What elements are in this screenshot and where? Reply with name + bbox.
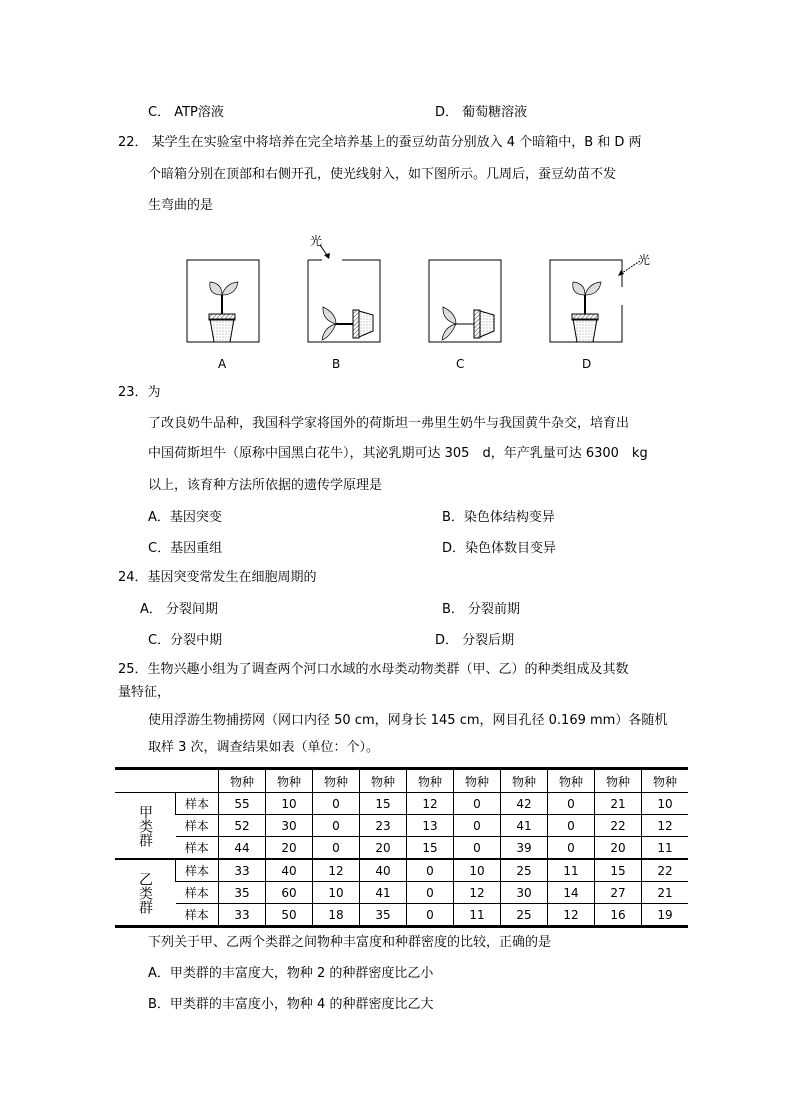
empty-corner (115, 769, 219, 793)
column-header: 物种 (595, 769, 642, 793)
q25-option-b: B．甲类群的丰富度小，物种 4 的种群密度比乙大 (148, 997, 434, 1012)
table-cell: 20 (360, 837, 407, 860)
table-cell: 16 (595, 904, 642, 927)
table-cell: 60 (266, 882, 313, 904)
table-cell: 15 (360, 793, 407, 815)
table-cell: 11 (642, 837, 689, 860)
table-cell: 15 (595, 859, 642, 882)
label-a: A (218, 357, 227, 371)
column-header: 物种 (548, 769, 595, 793)
row-label: 样本 (176, 882, 219, 904)
row-label: 样本 (176, 793, 219, 815)
table-cell: 19 (642, 904, 689, 927)
table-cell: 30 (501, 882, 548, 904)
table-cell: 12 (313, 859, 360, 882)
table-row (115, 815, 688, 837)
table-cell: 0 (454, 815, 501, 837)
column-header: 物种 (407, 769, 454, 793)
table-cell: 15 (407, 837, 454, 860)
table-cell: 10 (313, 882, 360, 904)
q23-stem-line: 以上，该育种方法所依据的遗传学原理是 (148, 478, 383, 493)
q23-option-d: D．染色体数目变异 (442, 541, 557, 556)
table-row (115, 859, 688, 882)
table-cell: 12 (454, 882, 501, 904)
table-cell: 0 (548, 815, 595, 837)
table-header-row (115, 769, 688, 793)
q22-stem-line: 生弯曲的是 (148, 198, 214, 213)
q25-stem-line: 取样 3 次，调查结果如表（单位：个）。 (148, 740, 380, 755)
table-cell: 11 (548, 859, 595, 882)
table-cell: 40 (360, 859, 407, 882)
label-d: D (582, 357, 592, 371)
row-label: 样本 (176, 904, 219, 927)
table-cell: 10 (642, 793, 689, 815)
table-cell: 41 (360, 882, 407, 904)
q22-stem-line: 22． 某学生在实验室中将培养在完全培养基上的蚕豆幼苗分别放入 4 个暗箱中，B 和 D 两 (118, 135, 642, 150)
box-b (308, 233, 380, 342)
table-cell: 33 (219, 859, 266, 882)
q24-stem: 24．基因突变常发生在细胞周期的 (118, 570, 317, 585)
table-cell: 11 (454, 904, 501, 927)
table-cell: 18 (313, 904, 360, 927)
table-cell: 25 (501, 904, 548, 927)
table-cell: 13 (407, 815, 454, 837)
column-header: 物种 (219, 769, 266, 793)
table-cell: 20 (595, 837, 642, 860)
group-label: 甲类群 (115, 793, 176, 860)
column-header: 物种 (501, 769, 548, 793)
q25-stem-line: 使用浮游生物捕捞网（网口内径 50 cm，网身长 145 cm，网目孔径 0.169 mm）各随机 (148, 713, 668, 728)
q23-stem-line: 了改良奶牛品种，我国科学家将国外的荷斯坦一弗里生奶牛与我国黄牛杂交，培育出 (148, 416, 630, 431)
q23-stem-line: 23．为 (118, 385, 161, 400)
table-cell: 35 (360, 904, 407, 927)
table-cell: 21 (595, 793, 642, 815)
table-cell: 22 (595, 815, 642, 837)
column-header: 物种 (642, 769, 689, 793)
row-label: 样本 (176, 837, 219, 860)
table-cell: 10 (266, 793, 313, 815)
row-label: 样本 (176, 815, 219, 837)
table-cell: 41 (501, 815, 548, 837)
q21-option-c: C． ATP溶液 (148, 105, 224, 120)
table-cell: 22 (642, 859, 689, 882)
table-cell: 42 (501, 793, 548, 815)
survey-table (115, 767, 688, 928)
q23-option-b: B．染色体结构变异 (442, 510, 555, 525)
q25-stem-line: 25．生物兴趣小组为了调查两个河口水域的水母类动物类群（甲、乙）的种类组成及其数 (118, 662, 629, 677)
column-header: 物种 (313, 769, 360, 793)
q24-option-a: A． 分裂间期 (140, 602, 219, 617)
group-label: 乙类群 (115, 859, 176, 927)
table-cell: 0 (454, 837, 501, 860)
table-cell: 40 (266, 859, 313, 882)
table-cell: 0 (313, 793, 360, 815)
row-label: 样本 (176, 859, 219, 882)
table-cell: 39 (501, 837, 548, 860)
box-a (187, 260, 259, 342)
table-cell: 35 (219, 882, 266, 904)
table-cell: 55 (219, 793, 266, 815)
table-cell: 44 (219, 837, 266, 860)
column-header: 物种 (266, 769, 313, 793)
q24-option-d: D． 分裂后期 (435, 633, 515, 648)
q24-option-c: C．分裂中期 (148, 633, 223, 648)
q23-stem-line: 中国荷斯坦牛（原称中国黑白花牛），其泌乳期可达 305 d，年产乳量可达 6300 kg (148, 446, 648, 461)
table-cell: 0 (313, 837, 360, 860)
table-cell: 0 (407, 859, 454, 882)
q25-question: 下列关于甲、乙两个类群之间物种丰富度和种群密度的比较，正确的是 (148, 935, 552, 950)
table-cell: 21 (642, 882, 689, 904)
label-b: B (332, 357, 341, 371)
table-cell: 25 (501, 859, 548, 882)
table-cell: 33 (219, 904, 266, 927)
column-header: 物种 (454, 769, 501, 793)
box-c (429, 260, 501, 342)
light-label: 光 (310, 234, 323, 248)
q23-option-c: C．基因重组 (148, 541, 223, 556)
table-cell: 0 (407, 904, 454, 927)
light-label: 光 (638, 253, 651, 267)
table-cell: 0 (454, 793, 501, 815)
table-cell: 14 (548, 882, 595, 904)
table-row (115, 837, 688, 860)
q21-option-d: D． 葡萄糖溶液 (435, 105, 528, 120)
table-cell: 27 (595, 882, 642, 904)
q25-stem-line: 量特征， (118, 685, 171, 700)
label-c: C (456, 357, 465, 371)
table-cell: 0 (313, 815, 360, 837)
table-row (115, 793, 688, 815)
q23-option-a: A．基因突变 (148, 510, 222, 525)
table-cell: 12 (407, 793, 454, 815)
box-d (550, 252, 650, 342)
table-cell: 20 (266, 837, 313, 860)
q22-stem-line: 个暗箱分别在顶部和右侧开孔，使光线射入，如下图所示。几周后，蚕豆幼苗不发 (148, 167, 617, 182)
table-row (115, 882, 688, 904)
table-cell: 0 (407, 882, 454, 904)
table-cell: 0 (548, 793, 595, 815)
q24-option-b: B． 分裂前期 (442, 602, 521, 617)
table-row (115, 904, 688, 927)
table-cell: 23 (360, 815, 407, 837)
table-cell: 12 (548, 904, 595, 927)
table-cell: 0 (548, 837, 595, 860)
table-cell: 10 (454, 859, 501, 882)
table-cell: 12 (642, 815, 689, 837)
table-cell: 30 (266, 815, 313, 837)
table-cell: 52 (219, 815, 266, 837)
table-cell: 50 (266, 904, 313, 927)
column-header: 物种 (360, 769, 407, 793)
seedling-figure (0, 225, 790, 375)
q25-option-a: A．甲类群的丰富度大，物种 2 的种群密度比乙小 (148, 966, 434, 981)
